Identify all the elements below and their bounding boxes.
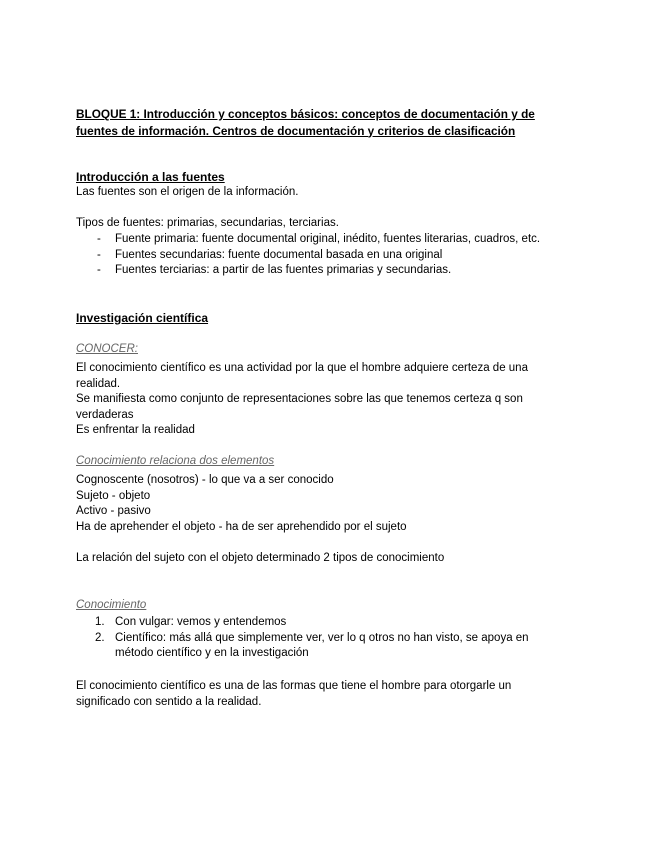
conocer-para-2: Se manifiesta como conjunto de representaciones sobre las que tenemos certeza q son verdaderas: [76, 393, 523, 421]
section-heading-investigacion: Investigación científica: [76, 311, 209, 325]
subheading-relaciona: Conocimiento relaciona dos elementos: [76, 455, 275, 467]
relaciona-line: Sujeto - objeto: [76, 490, 151, 502]
list-item: [76, 631, 546, 662]
list-item: - Fuente primaria: fuente documental original, inédito, fuentes literarias, cuadros, etc.: [76, 232, 596, 248]
conocimiento-list: [76, 615, 546, 662]
fuentes-intro: Las fuentes son el origen de la información.: [76, 186, 299, 198]
relaciona-line: Activo - pasivo: [76, 505, 151, 517]
fuentes-types-intro: Tipos de fuentes: primarias, secundarias, terciarias.: [76, 217, 339, 229]
conocer-para-3: Es enfrentar la realidad: [76, 424, 195, 436]
list-item: - Fuentes terciarias: a partir de las fuentes primarias y secundarias.: [76, 263, 596, 279]
list-item: [76, 615, 546, 631]
list-item: - Fuentes secundarias: fuente documental basada en una original: [76, 248, 596, 264]
list-item-text: Científico: más allá que simplemente ver, ver lo q otros no han visto, se apoya en método científico y en la investigación: [115, 631, 529, 660]
list-number: 2.: [95, 631, 105, 644]
subheading-conocer: CONOCER:: [76, 343, 138, 355]
conocer-para-1: El conocimiento científico es una actividad por la que el hombre adquiere certeza de una realidad.: [76, 362, 528, 390]
relaciona-line: Cognoscente (nosotros) - lo que va a ser conocido: [76, 474, 334, 486]
subheading-conocimiento: Conocimiento: [76, 599, 147, 611]
list-number: 1.: [95, 616, 105, 628]
document-title: BLOQUE 1: Introducción y conceptos básicos: conceptos de documentación y de fuentes de información. Centros de documentación y criterios de clasificación: [76, 107, 535, 138]
section-heading-fuentes: Introducción a las fuentes: [76, 170, 225, 184]
list-item-text: Con vulgar: vemos y entendemos: [115, 616, 287, 628]
relaciona-line: Ha de aprehender el objeto - ha de ser aprehendido por el sujeto: [76, 521, 407, 533]
closing-paragraph: El conocimiento científico es una de las formas que tiene el hombre para otorgarle un significado con sentido a la realidad.: [76, 680, 512, 708]
fuentes-list: [76, 232, 596, 279]
relation-paragraph: La relación del sujeto con el objeto determinado 2 tipos de conocimiento: [76, 552, 445, 564]
